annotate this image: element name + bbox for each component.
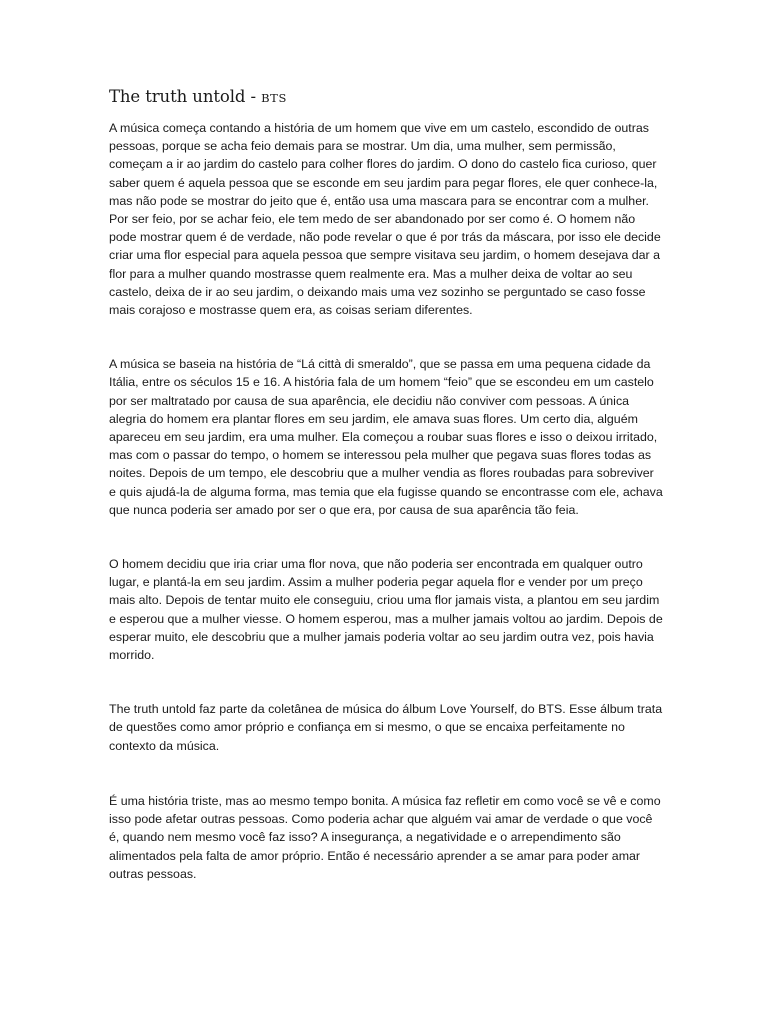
paragraph-story-summary: A música começa contando a história de um homem que vive em um castelo, escondido de outras pessoas, porque se acha feio demais para se mostrar. Um dia, uma mulher, sem permissão, começam a ir ao jardim do castelo para colher flores do jardim. O dono do castelo fica curioso, quer saber quem é aquela pessoa que se esconde em seu jardim para pegar flores, ele quer conhece-la, mas não pode se mostrar do jeito que é, então usa uma mascara para se encontrar com a mulher. Por ser feio, por se achar feio, ele tem medo de ser abandonado por ser como é. O homem não pode mostrar quem é de verdade, não pode revelar o que é por trás da máscara, por isso ele decide criar uma flor especial para aquela pessoa que sempre visitava seu jardim, o homem desejava dar a flor para a mulher quando mostrasse quem realmente era. Mas a mulher deixa de voltar ao seu castelo, deixa de ir ao seu jardim, o deixando mais uma vez sozinho se perguntado se caso fosse mais corajoso e mostrasse quem era, as coisas seriam diferentes. xyxy=(109,121,661,318)
paragraph-conclusion: É uma história triste, mas ao mesmo tempo bonita. A música faz refletir em como você se vê e como isso pode afetar outras pessoas. Como poderia achar que alguém vai amar de verdade o que você é, quando nem mesmo você faz isso? A insegurança, a negatividade e o arrependimento são alimentados pela falta de amor próprio. Então é necessário aprender a se amar para poder amar outras pessoas. xyxy=(109,793,661,881)
document-page xyxy=(109,86,664,883)
paragraph-new-flower: O homem decidiu que iria criar uma flor nova, que não poderia ser encontrada em qualquer outro lugar, e plantá-la em seu jardim. Assim a mulher poderia pegar aquela flor e vender por um preço mais alto. Depois de tentar muito ele conseguiu, criou uma flor jamais vista, a plantou em seu jardim e esperou que a mulher viesse. O homem esperou, mas a mulher jamais voltou ao jardim. Depois de esperar muito, ele descobriu que a mulher jamais poderia voltar ao seu jardim outra vez, pois havia morrido. xyxy=(109,557,663,663)
title-main: The truth untold - xyxy=(109,87,262,106)
paragraph-city-of-emerald: A música se baseia na história de “Lá città di smeraldo”, que se passa em uma pequena cidade da Itália, entre os séculos 15 e 16. A história fala de um homem “feio” que se escondeu em um castelo por ser maltratado por causa de sua aparência, ele decidiu não conviver com pessoas. A única alegria do homem era plantar flores em seu jardim, ele amava suas flores. Um certo dia, alguém apareceu em seu jardim, era uma mulher. Ela começou a roubar suas flores e isso o deixou irritado, mas com o passar do tempo, o homem se interessou pela mulher que pegava suas flores todas as noites. Depois de um tempo, ele descobriu que a mulher vendia as flores roubadas para sobreviver e quis ajudá-la de alguma forma, mas temia que ela fugisse quando se encontrasse com ele, achava que nunca poderia ser amado por ser o que era, por causa de sua aparência tão feia. xyxy=(109,357,663,517)
title-artist: BTS xyxy=(261,91,287,105)
paragraph-love-yourself-album: The truth untold faz parte da coletânea de música do álbum Love Yourself, do BTS. Esse álbum trata de questões como amor próprio e confiança em si mesmo, o que se encaixa perfeitamente no contexto da música. xyxy=(109,702,663,753)
document-title xyxy=(109,86,664,109)
